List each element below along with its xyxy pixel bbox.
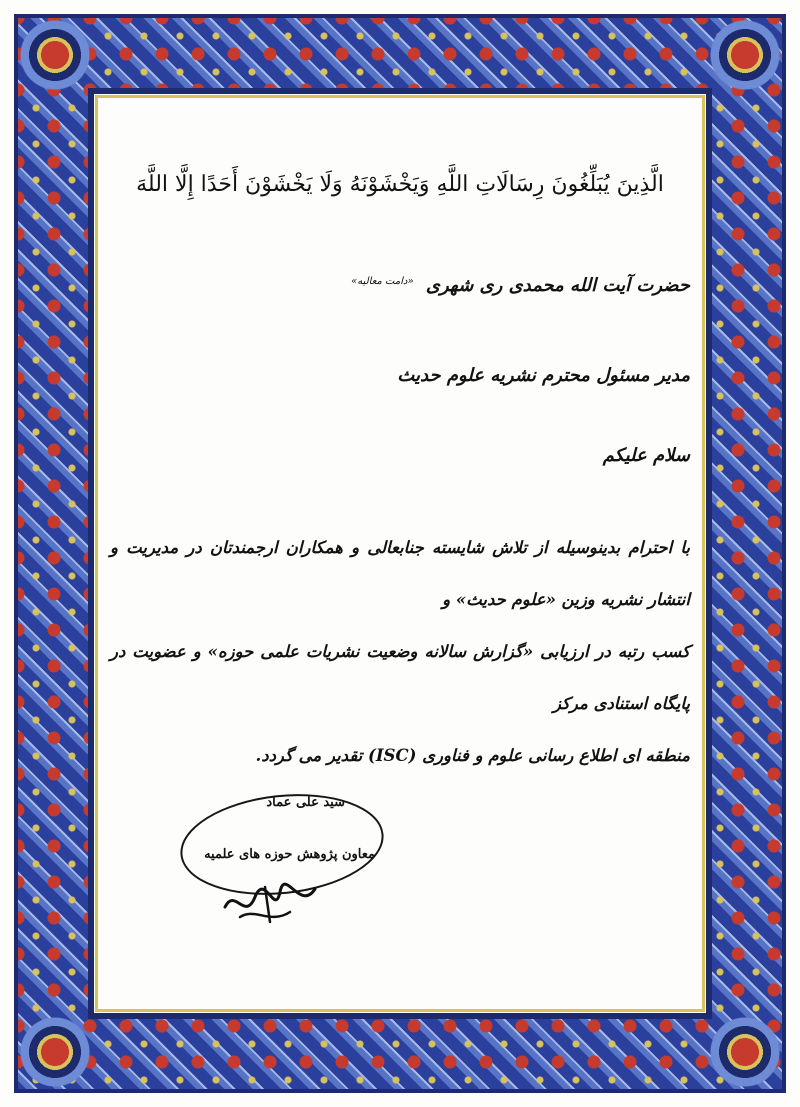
- recipient-name-line: [351, 275, 690, 296]
- recipient-name: حضرت آیت الله محمدی ری شهری: [425, 275, 690, 296]
- signatory-title: معاون پژوهش حوزه های علمیه: [204, 847, 375, 862]
- greeting: سلام علیکم: [602, 445, 690, 466]
- body-line-3: منطقه ای اطلاع رسانی علوم و فناوری (ISC) تقدیر می گردد.: [255, 746, 690, 765]
- letter-text-area: [110, 110, 690, 1000]
- signature-block: [180, 785, 400, 935]
- corner-ornament-top-right: [710, 20, 780, 90]
- corner-ornament-bottom-left: [20, 1017, 90, 1087]
- handwritten-signature: [220, 877, 320, 927]
- corner-ornament-bottom-right: [710, 1017, 780, 1087]
- letter-body: [110, 522, 690, 782]
- corner-ornament-top-left: [20, 20, 90, 90]
- recipient-honorific: «دامت معالیه»: [351, 276, 414, 287]
- body-line-1: با احترام بدینوسیله از تلاش شایسته جنابعالی و همکاران ارجمندتان در مدیریت و انتشار نشریه وزین «علوم حدیث» و: [110, 538, 690, 609]
- signatory-name: سید علی عماد: [266, 795, 345, 810]
- quran-verse: الَّذِينَ يُبَلِّغُونَ رِسَالَاتِ اللَّهِ وَيَخْشَوْنَهُ وَلَا يَخْشَوْنَ أَحَدًا إِلَّا اللَّهَ: [136, 172, 664, 197]
- recipient-role: مدیر مسئول محترم نشریه علوم حدیث: [397, 365, 690, 386]
- body-line-2: کسب رتبه در ارزیابی «گزارش سالانه وضعیت نشریات علمی حوزه» و عضویت در پایگاه استنادی مرکز: [110, 642, 690, 713]
